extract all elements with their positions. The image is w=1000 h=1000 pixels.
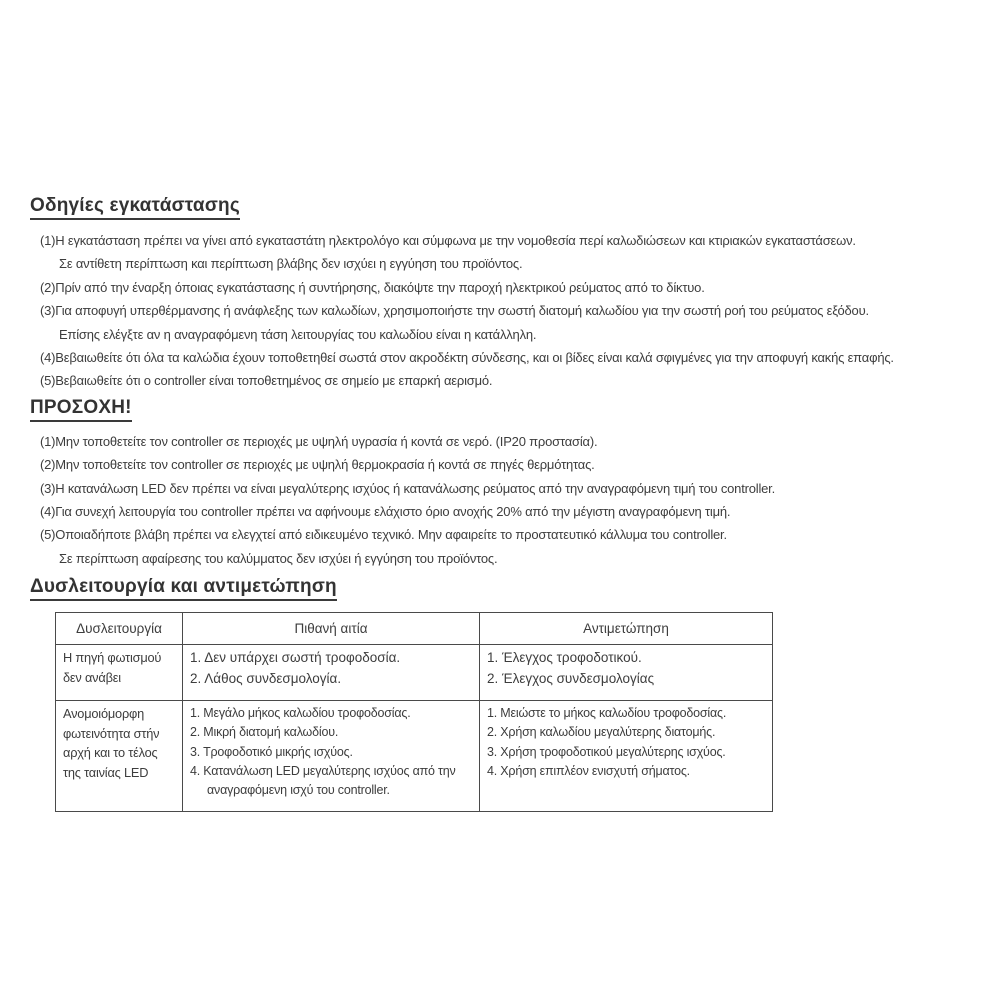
- caution-line: (1)Μην τοποθετείτε τον controller σε περιοχές με υψηλή υγρασία ή κοντά σε νερό. (IP20 προστασία).: [40, 433, 598, 449]
- solution-item: 1. Μειώστε το μήκος καλωδίου τροφοδοσίας.: [487, 706, 727, 721]
- installation-title: Οδηγίες εγκατάστασης: [30, 196, 240, 220]
- malfunction-text: Ανομοιόμορφη φωτεινότητα στήν αρχή και το τέλος της ταινίας LED: [63, 706, 160, 780]
- malfunction-text: Η πηγή φωτισμού δεν ανάβει: [63, 650, 162, 685]
- caution-line: (3)Η κατανάλωση LED δεν πρέπει να είναι μεγαλύτερης ισχύος ή κατανάλωσης ρεύματος από την αναγραφόμενη τιμή του controller.: [40, 480, 776, 496]
- solution-item: 2. Χρήση καλωδίου μεγαλύτερης διατομής.: [487, 725, 716, 740]
- caution-title: ΠΡΟΣΟΧΗ!: [30, 398, 132, 422]
- caution-line-continuation: Σε περίπτωση αφαίρεσης του καλύμματος δεν ισχύει ή εγγύηση του προϊόντος.: [59, 550, 498, 566]
- malfunction-cell: [56, 645, 183, 701]
- caution-line: (5)Οποιαδήποτε βλάβη πρέπει να ελεγχτεί από ειδικευμένο τεχνικό. Μην αφαιρείτε το προστατευτικό κάλλυμα του controller.: [40, 527, 727, 543]
- caution-list: [40, 430, 980, 570]
- solution-item: 3. Χρήση τροφοδοτικού μεγαλύτερης ισχύος.: [487, 744, 726, 759]
- cause-item: 1. Δεν υπάρχει σωστή τροφοδοσία.: [190, 650, 401, 666]
- installation-instructions-list: [40, 229, 980, 393]
- cause-cell: [183, 701, 480, 812]
- table-row: [56, 645, 773, 701]
- caution-line: (4)Για συνεχή λειτουργία του controller πρέπει να αφήνουμε ελάχιστο όριο ανοχής 20% από την μέγιστη αναγραφόμενη τιμή.: [40, 504, 731, 520]
- table-row: [56, 701, 773, 812]
- instruction-line: (3)Για αποφυγή υπερθέρμανσης ή ανάφλεξης των καλωδίων, χρησιμοποιήστε την σωστή διατομή καλωδίου για την σωστή ροή του ρεύματος εξόδου.: [40, 303, 869, 319]
- cause-item: 2. Λάθος συνδεσμολογία.: [190, 670, 342, 686]
- instruction-line: (1)Η εγκατάσταση πρέπει να γίνει από εγκαταστάτη ηλεκτρολόγο και σύμφωνα με την νομοθεσία περί καλωδιώσεων και κτιριακών εγκαταστάσεων.: [40, 233, 856, 248]
- table-header-solution: Αντιμετώπηση: [480, 613, 773, 645]
- solution-cell: [480, 701, 773, 812]
- solution-cell: [480, 645, 773, 701]
- instruction-line: (2)Πρίν από την έναρξη όποιας εγκατάστασης ή συντήρησης, διακόψτε την παροχή ηλεκτρικού ρεύματος από το δίκτυο.: [40, 279, 705, 295]
- table-header-cause: Πιθανή αιτία: [183, 613, 480, 645]
- cause-item: 3. Τροφοδοτικό μικρής ισχύος.: [190, 744, 353, 759]
- cause-item: 4. Κατανάλωση LED μεγαλύτερης ισχύος από την αναγραφόμενη ισχύ του controller.: [190, 763, 456, 798]
- malfunction-cell: [56, 701, 183, 812]
- cause-item: 2. Μικρή διατομή καλωδίου.: [190, 725, 339, 740]
- caution-line: (2)Μην τοποθετείτε τον controller σε περιοχές με υψηλή θερμοκρασία ή κοντά σε πηγές θερμότητας.: [40, 457, 595, 473]
- table-header-malfunction: Δυσλειτουργία: [56, 613, 183, 645]
- troubleshooting-title: Δυσλειτουργία και αντιμετώπηση: [30, 577, 337, 601]
- section-caution-heading: [30, 398, 980, 422]
- solution-item: 2. Έλεγχος συνδεσμολογίας: [487, 670, 655, 686]
- troubleshooting-table: [55, 612, 773, 812]
- solution-item: 4. Χρήση επιπλέον ενισχυτή σήματος.: [487, 763, 690, 778]
- solution-item: 1. Έλεγχος τροφοδοτικού.: [487, 650, 642, 666]
- instruction-line-continuation: Σε αντίθετη περίπτωση και περίπτωση βλάβης δεν ισχύει η εγγύηση του προϊόντος.: [59, 256, 523, 272]
- section-troubleshooting-heading: [30, 577, 980, 601]
- table-header-row: [56, 613, 773, 645]
- instruction-line-continuation: Επίσης ελέγξτε αν η αναγραφόμενη τάση λειτουργίας του καλωδίου είναι η κατάλληλη.: [59, 326, 537, 342]
- instruction-line: (4)Βεβαιωθείτε ότι όλα τα καλώδια έχουν τοποθετηθεί σωστά στον ακροδέκτη σύνδεσης, και οι βίδες είναι καλά σφιγμένες για την αποφυγή κακής επαφής.: [40, 350, 894, 366]
- instruction-line: (5)Βεβαιωθείτε ότι ο controller είναι τοποθετημένος σε σημείο με επαρκή αερισμό.: [40, 373, 493, 389]
- cause-cell: [183, 645, 480, 701]
- cause-item: 1. Μεγάλο μήκος καλωδίου τροφοδοσίας.: [190, 706, 411, 721]
- section-installation-heading: [30, 196, 980, 220]
